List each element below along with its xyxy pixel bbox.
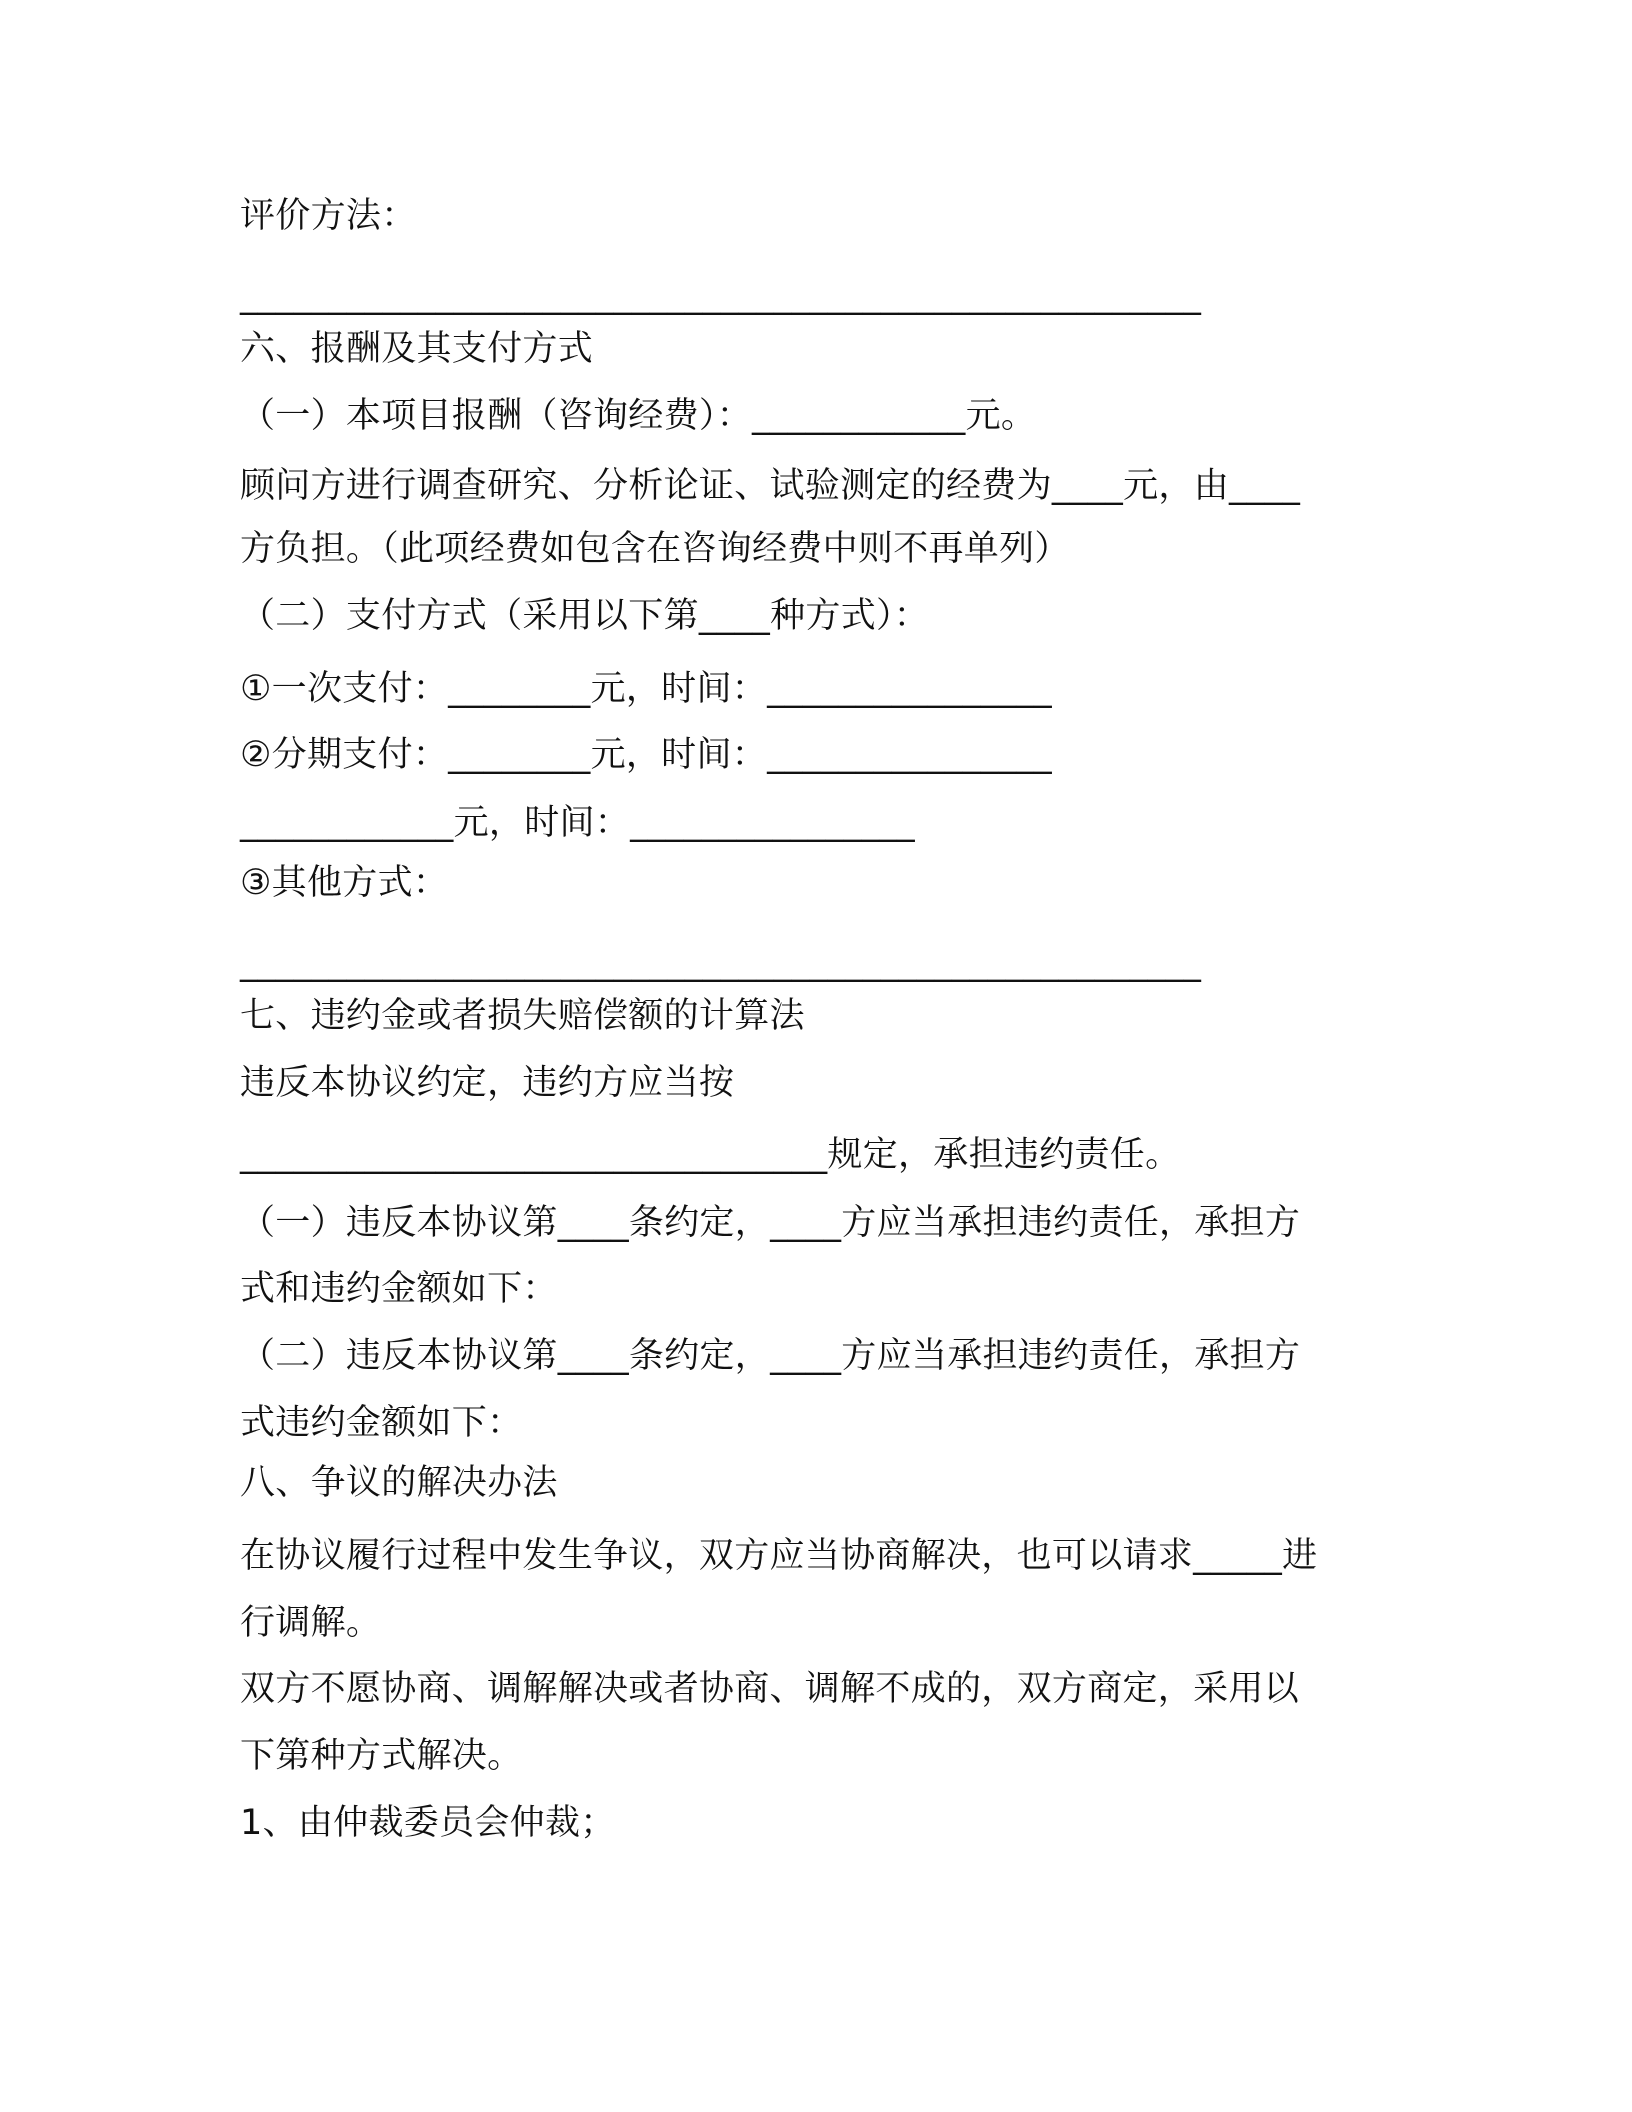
clause-7-1-cont: 式和违约金额如下： xyxy=(240,1269,558,1309)
clause-6-2: （二）支付方式（采用以下第____种方式）： xyxy=(240,596,930,636)
arbitration-option-1: 1、由仲裁委员会仲裁； xyxy=(240,1803,616,1843)
clause-7-1: （一）违反本协议第____条约定，____方应当承担违约责任，承担方 xyxy=(240,1203,1301,1243)
payment-option-3: ③其他方式： xyxy=(240,863,449,903)
payment-option-1: ①一次支付：________元，时间：________________ xyxy=(240,669,1052,709)
breach-paragraph: 违反本协议约定，违约方应当按 xyxy=(240,1063,735,1103)
clause-7-2-cont: 式违约金额如下： xyxy=(240,1403,523,1443)
arbitration-paragraph: 双方不愿协商、调解解决或者协商、调解不成的，双方商定，采用以 xyxy=(240,1669,1300,1709)
section-7-heading: 七、违约金或者损失赔偿额的计算法 xyxy=(240,996,805,1036)
dispute-paragraph-cont: 行调解。 xyxy=(240,1603,382,1643)
paragraph-research-cost-2: 方负担。（此项经费如包含在咨询经费中则不再单列） xyxy=(240,529,1070,569)
section-6-heading: 六、报酬及其支付方式 xyxy=(240,329,594,369)
clause-6-1: （一）本项目报酬（咨询经费）：____________元。 xyxy=(240,396,1037,436)
payment-option-2-cont: ____________元，时间：________________ xyxy=(240,803,915,843)
paragraph-research-cost: 顾问方进行调查研究、分析论证、试验测定的经费为____元，由____ xyxy=(240,466,1301,506)
evaluation-method-blank: ______________________________________________________ xyxy=(240,276,1202,316)
dispute-paragraph: 在协议履行过程中发生争议，双方应当协商解决，也可以请求_____进 xyxy=(240,1536,1318,1576)
section-8-heading: 八、争议的解决办法 xyxy=(240,1463,558,1503)
payment-other-blank: ______________________________________________________ xyxy=(240,943,1202,983)
arbitration-paragraph-cont: 下第种方式解决。 xyxy=(240,1736,523,1776)
evaluation-method-label: 评价方法： xyxy=(240,196,417,236)
payment-option-2: ②分期支付：________元，时间：________________ xyxy=(240,735,1052,775)
clause-7-2: （二）违反本协议第____条约定，____方应当承担违约责任，承担方 xyxy=(240,1336,1301,1376)
breach-paragraph-cont: _________________________________规定，承担违约责任。 xyxy=(240,1135,1181,1175)
